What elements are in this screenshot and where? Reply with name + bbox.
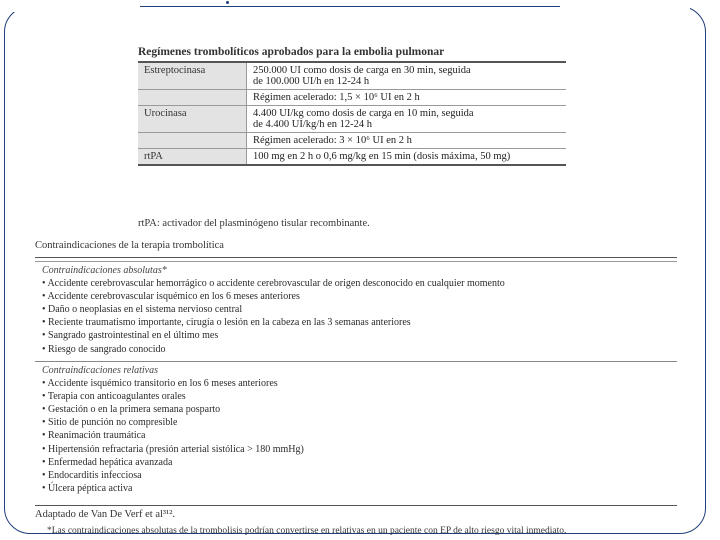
- decorative-dot: [226, 1, 229, 4]
- table-row: [138, 106, 566, 133]
- section-divider: [35, 361, 677, 362]
- dose-line: 4.400 UI/kg como dosis de carga en 10 min, seguida: [253, 108, 474, 119]
- dose-cell: [247, 149, 567, 166]
- list-item: • Enfermedad hepática avanzada: [42, 456, 304, 469]
- table2-top-rule-thin: [35, 261, 677, 262]
- list-item: • Úlcera péptica activa: [42, 482, 304, 495]
- list-item: • Sitio de punción no compresible: [42, 416, 304, 429]
- table-row: [138, 63, 566, 90]
- dose-cell: [247, 90, 567, 106]
- table1-footnote: rtPA: activador del plasminógeno tisular recombinante.: [138, 218, 370, 229]
- table2-note: *Las contraindicaciones absolutas de la trombolisis podrían convertirse en relativas en un paciente con EP de alto riesgo vital inmediato.: [47, 526, 567, 536]
- dose-cell: [247, 106, 567, 133]
- dose-line: 250.000 UI como dosis de carga en 30 min, seguida: [253, 65, 471, 76]
- absolute-contraindications: [42, 264, 505, 356]
- list-item: • Reciente traumatismo importante, cirugía o lesión en la cabeza en las 3 semanas anteriores: [42, 316, 505, 329]
- dose-line: Régimen acelerado: 1,5 × 10⁶ UI en 2 h: [253, 92, 420, 103]
- table2-bottom-rule: [35, 505, 677, 506]
- table-row: [138, 90, 566, 106]
- thrombolytic-regimens-table: [138, 63, 566, 166]
- list-item: • Accidente cerebrovascular hemorrágico o accidente cerebrovascular de origen desconocido en cualquier momento: [42, 277, 505, 290]
- dose-line: Régimen acelerado: 3 × 10⁶ UI en 2 h: [253, 135, 412, 146]
- drug-cell: [138, 133, 247, 149]
- section-header: Contraindicaciones relativas: [42, 365, 159, 376]
- table2-source: Adaptado de Van De Verf et al³¹².: [35, 509, 175, 520]
- section-header: Contraindicaciones absolutas*: [42, 265, 167, 276]
- drug-cell: [138, 90, 247, 106]
- table-row: [138, 133, 566, 149]
- list-item: • Terapia con anticoagulantes orales: [42, 390, 304, 403]
- table2-top-rule: [35, 257, 677, 258]
- drug-cell: Estreptocinasa: [138, 63, 247, 90]
- dose-cell: [247, 63, 567, 90]
- list-item: • Daño o neoplasias en el sistema nervioso central: [42, 303, 505, 316]
- list-item: • Gestación o en la primera semana posparto: [42, 403, 304, 416]
- dose-cell: [247, 133, 567, 149]
- list-item: • Accidente cerebrovascular isquémico en los 6 meses anteriores: [42, 290, 505, 303]
- relative-contraindications: [42, 364, 304, 495]
- list-item: • Sangrado gastrointestinal en el último mes: [42, 329, 505, 342]
- list-item: • Riesgo de sangrado conocido: [42, 343, 505, 356]
- dose-line: de 4.400 UI/kg/h en 12-24 h: [253, 119, 372, 130]
- dose-line: de 100.000 UI/h en 12-24 h: [253, 76, 370, 87]
- list-item: • Accidente isquémico transitorio en los 6 meses anteriores: [42, 377, 304, 390]
- table2-title: Contraindicaciones de la terapia trombolítica: [35, 240, 224, 251]
- drug-cell: Urocinasa: [138, 106, 247, 133]
- list-item: • Reanimación traumática: [42, 429, 304, 442]
- table1-title: Regímenes trombolíticos aprobados para la embolia pulmonar: [138, 46, 445, 58]
- frame-gap-right: [560, 0, 690, 12]
- list-item: • Endocarditis infecciosa: [42, 469, 304, 482]
- dose-line: 100 mg en 2 h o 0,6 mg/kg en 15 min (dosis máxima, 50 mg): [253, 151, 511, 162]
- frame-gap-left: [10, 0, 140, 12]
- list-item: • Hipertensión refractaria (presión arterial sistólica > 180 mmHg): [42, 443, 304, 456]
- table-row: [138, 149, 566, 166]
- drug-cell: rtPA: [138, 149, 247, 166]
